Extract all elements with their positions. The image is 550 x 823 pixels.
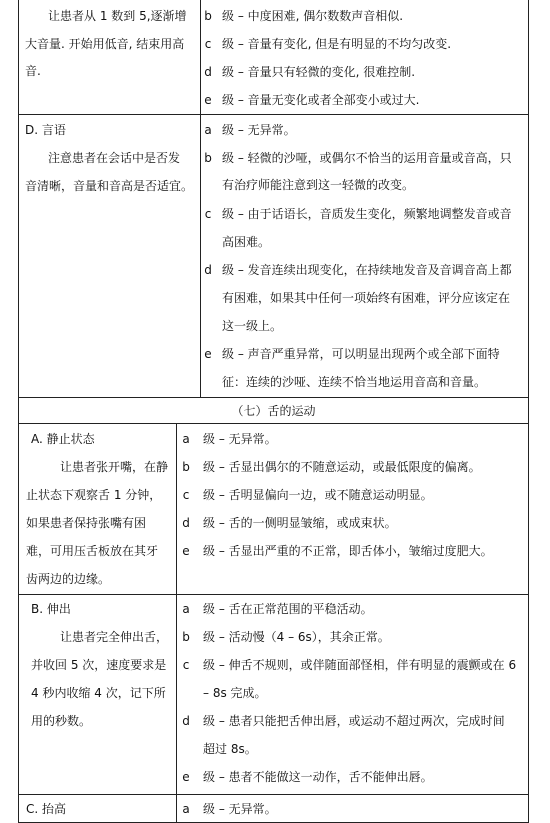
grade-description: 级 – 患者不能做这一动作，舌不能伸出唇。 xyxy=(203,770,433,784)
grade-description: 这一级上。 xyxy=(222,319,283,333)
grade-description: 有治疗师能注意到这一轻微的改变。 xyxy=(222,178,415,192)
grade-letter: d xyxy=(182,714,190,728)
criterion-text: 让患者完全伸出舌， xyxy=(60,630,169,644)
column-divider-lower xyxy=(176,423,177,823)
criterion-title: D. 言语 xyxy=(25,123,66,137)
grade-description: 级 – 音量无变化或者全部变小或过大. xyxy=(222,93,420,107)
grade-letter: b xyxy=(182,630,190,644)
grade-description: 级 – 舌显出偶尔的不随意运动，或最低限度的偏离。 xyxy=(203,460,481,474)
grade-letter: c xyxy=(204,37,212,51)
grade-letter: c xyxy=(204,207,212,221)
criterion-text: 4 秒内收缩 4 次，记下所 xyxy=(31,686,166,700)
grade-description: 级 – 伸舌不规则，或伴随面部怪相，伴有明显的震颤或在 6 xyxy=(203,658,517,672)
row-divider xyxy=(18,794,529,795)
criterion-text: 大音量. 开始用低音, 结束用高 xyxy=(25,37,185,51)
grade-letter: a xyxy=(182,802,190,816)
grade-description: 级 – 患者只能把舌伸出唇，或运动不超过两次，完成时间 xyxy=(203,714,505,728)
grade-description: 级 – 音量只有轻微的变化, 很难控制. xyxy=(222,65,416,79)
criterion-title: A. 静止状态 xyxy=(31,432,95,446)
grade-description: 超过 8s。 xyxy=(203,742,257,756)
criterion-text: 音. xyxy=(25,64,41,78)
grade-letter: a xyxy=(182,432,190,446)
grade-description: 级 – 活动慢（4 – 6s），其余正常。 xyxy=(203,630,390,644)
criterion-title: B. 伸出 xyxy=(31,602,71,616)
column-divider-upper xyxy=(200,0,201,397)
grade-description: 级 – 无异常。 xyxy=(203,432,277,446)
grade-letter: e xyxy=(204,347,212,361)
grade-letter: b xyxy=(204,9,212,23)
grade-letter: b xyxy=(204,151,212,165)
criterion-text: 音清晰，音量和音高是否适宜。 xyxy=(25,179,194,193)
grade-description: 级 – 舌明显偏向一边，或不随意运动明显。 xyxy=(203,488,433,502)
criterion-text: 止状态下观察舌 1 分钟， xyxy=(26,488,162,502)
criterion-text: 让患者从 1 数到 5,逐渐增 xyxy=(48,9,187,23)
grade-description: 级 – 舌在正常范围的平稳活动。 xyxy=(203,602,373,616)
row-divider xyxy=(18,114,529,115)
criterion-title: C. 抬高 xyxy=(26,802,67,816)
grade-description: 级 – 声音严重异常，可以明显出现两个或全部下面特 xyxy=(222,347,500,361)
grade-letter: d xyxy=(204,263,212,277)
grade-letter: a xyxy=(182,602,190,616)
row-divider xyxy=(18,594,529,595)
grade-letter: d xyxy=(204,65,212,79)
criterion-text: 难，可用压舌板放在其牙 xyxy=(26,544,159,558)
grade-description: 级 – 舌的一侧明显皱缩，或成束状。 xyxy=(203,516,397,530)
grade-description: 有困难，如果其中任何一项始终有困难，评分应该定在 xyxy=(222,291,511,305)
grade-letter: a xyxy=(204,123,212,137)
row-divider xyxy=(18,423,529,424)
grade-description: 级 – 无异常。 xyxy=(222,123,296,137)
grade-description: 级 – 轻微的沙哑，或偶尔不恰当的运用音量或音高，只 xyxy=(222,151,512,165)
grade-description: 级 – 中度困难, 偶尔数数声音相似. xyxy=(222,9,404,23)
grade-description: 级 – 音量有变化, 但是有明显的不均匀改变. xyxy=(222,37,452,51)
criterion-text: 用的秒数。 xyxy=(31,714,92,728)
grade-description: 级 – 舌显出严重的不正常，即舌体小，皱缩过度肥大。 xyxy=(203,544,493,558)
grade-letter: d xyxy=(182,516,190,530)
criterion-text: 齿两边的边缘。 xyxy=(26,572,111,586)
grade-letter: e xyxy=(182,770,190,784)
grade-description: 级 – 发音连续出现变化，在持续地发音及音调音高上都 xyxy=(222,263,512,277)
grade-description: 征：连续的沙哑、连续不恰当地运用音高和音量。 xyxy=(222,375,487,389)
section-title: （七）舌的运动 xyxy=(231,404,316,418)
grade-description: 级 – 无异常。 xyxy=(203,802,277,816)
criterion-text: 并收回 5 次，速度要求是 xyxy=(31,658,167,672)
criterion-text: 注意患者在会话中是否发 xyxy=(48,151,181,165)
grade-description: 级 – 由于话语长，音质发生变化，频繁地调整发音或音 xyxy=(222,207,512,221)
grade-description: – 8s 完成。 xyxy=(203,686,267,700)
row-divider xyxy=(18,397,529,398)
criterion-text: 如果患者保持张嘴有困 xyxy=(26,516,147,530)
grade-letter: c xyxy=(182,488,190,502)
criterion-text: 让患者张开嘴，在静 xyxy=(60,460,169,474)
grade-description: 高困难。 xyxy=(222,235,271,249)
grade-letter: b xyxy=(182,460,190,474)
grade-letter: e xyxy=(182,544,190,558)
grade-letter: c xyxy=(182,658,190,672)
grade-letter: e xyxy=(204,93,212,107)
